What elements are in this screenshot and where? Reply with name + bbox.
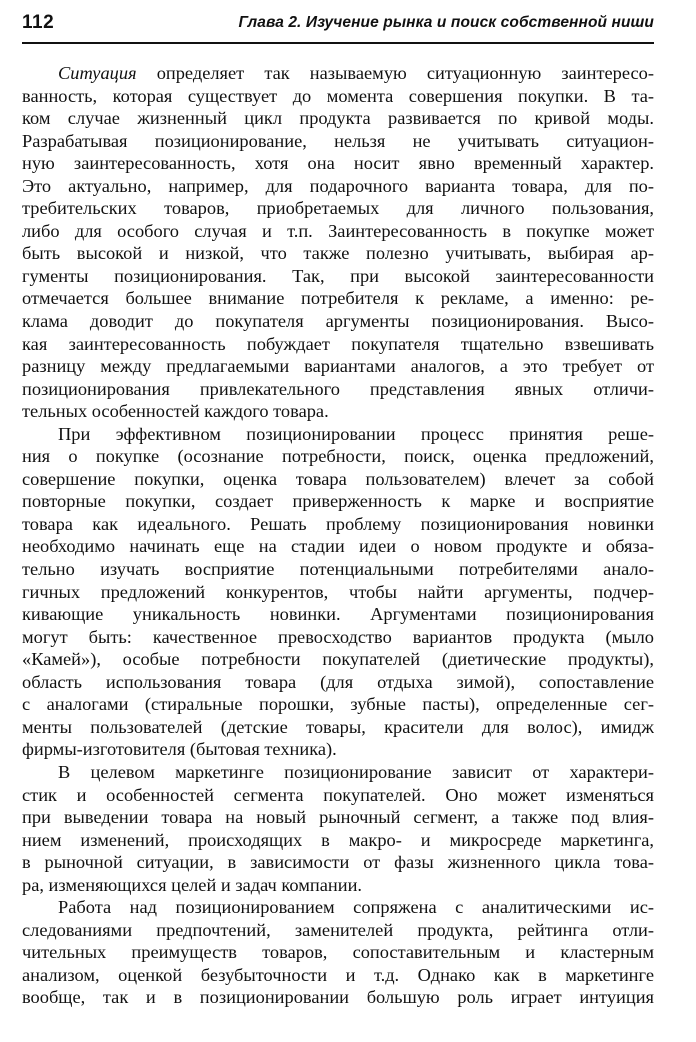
line-text: могут быть: качественное превосходство вариантов продукта (мыло [22, 626, 654, 647]
text-line [22, 829, 654, 852]
text-line [22, 152, 654, 175]
text-line [22, 355, 654, 378]
text-line [22, 287, 654, 310]
text-line [22, 220, 654, 243]
running-head [22, 10, 654, 44]
text-line [22, 806, 654, 829]
text-line [22, 941, 654, 964]
text-line [22, 242, 654, 265]
line-text: Работа над позиционированием сопряжена с аналитическими ис- [58, 897, 654, 918]
line-text: менты пользователей (детские товары, красители для волос), имидж [22, 716, 654, 737]
text-line [22, 197, 654, 220]
line-text: При эффективном позиционировании процесс принятия реше- [58, 423, 654, 444]
line-text: тельных особенностей каждого товара. [22, 401, 329, 422]
line-text: анализом, оценкой безубыточности и т.д. Однако как в маркетинге [22, 964, 654, 985]
text-line [22, 445, 654, 468]
line-text: тельно изучать восприятие потенциальными потребителями анало- [22, 559, 654, 580]
text-line [22, 423, 654, 446]
lead-term: Ситуация [58, 63, 137, 83]
text-line [22, 85, 654, 108]
line-text: нием изменений, происходящих в макро- и микросреде маркетинга, [22, 829, 654, 850]
text-line [22, 130, 654, 153]
line-text: Разрабатывая позиционирование, нельзя не учитывать ситуацион- [22, 130, 654, 151]
text-line [22, 62, 654, 85]
text-line [22, 175, 654, 198]
line-text: чительных преимуществ товаров, сопоставительным и кластерным [22, 942, 654, 963]
line-text: фирмы-изготовителя (бытовая техника). [22, 739, 337, 760]
line-text: ную заинтересованность, хотя она носит явно временный характер. [22, 153, 654, 174]
paragraph [22, 761, 654, 896]
text-line [22, 716, 654, 739]
line-text: гичных предложений конкурентов, чтобы найти аргументы, подчер- [22, 581, 654, 602]
line-text: требительских товаров, приобретаемых для личного пользования, [22, 198, 654, 219]
text-line [22, 513, 654, 536]
line-text: кая заинтересованность побуждает покупателя тщательно взвешивать [22, 333, 654, 354]
body-text [22, 62, 654, 1009]
line-text: Это актуально, например, для подарочного варианта товара, для по- [22, 175, 654, 196]
paragraph [22, 62, 654, 423]
line-text: ра, изменяющихся целей и задач компании. [22, 874, 363, 895]
line-text: отмечается большее внимание потребителя к рекламе, а именно: ре- [22, 288, 654, 309]
line-text: следованиями предпочтений, заменителей продукта, рейтинга отли- [22, 919, 654, 940]
line-text: повторные покупки, создает приверженность к марке и восприятие [22, 491, 654, 512]
text-line [22, 874, 654, 897]
line-text: стик и особенностей сегмента покупателей. Оно может изменяться [22, 784, 654, 805]
text-line [22, 490, 654, 513]
text-line [22, 581, 654, 604]
line-text: в рыночной ситуации, в зависимости от фазы жизненного цикла това- [22, 852, 654, 873]
line-text: область использования товара (для отдыха зимой), сопоставление [22, 671, 654, 692]
text-line [22, 648, 654, 671]
line-text: ния о покупке (осознание потребности, поиск, оценка предложений, [22, 446, 654, 467]
text-line [22, 468, 654, 491]
line-text: «Камей»), особые потребности покупателей (диетические продукты), [22, 649, 654, 670]
paragraph [22, 896, 654, 1009]
line-text: вообще, так и в позиционировании большую роль играет интуиция [22, 987, 654, 1008]
line-text: гументы позиционирования. Так, при высокой заинтересованности [22, 265, 654, 286]
text-line [22, 400, 654, 423]
line-text: быть высокой и низкой, что также полезно учитывать, выбирая ар- [22, 243, 654, 264]
text-line [22, 784, 654, 807]
line-text: либо для особого случая и т.п. Заинтересованность в покупке может [22, 220, 654, 241]
chapter-title: Глава 2. Изучение рынка и поиск собственной ниши [238, 14, 654, 31]
line-text: необходимо начинать еще на стадии идеи о новом продукте и обяза- [22, 536, 654, 557]
text-line [22, 626, 654, 649]
line-text: с аналогами (стиральные порошки, зубные пасты), определенные сег- [22, 694, 654, 715]
text-line [22, 558, 654, 581]
text-line [22, 896, 654, 919]
text-line [22, 738, 654, 761]
text-line [22, 964, 654, 987]
line-text: при выведении товара на новый рыночный сегмент, а также под влия- [22, 807, 654, 828]
page-number: 112 [22, 12, 55, 33]
line-text: совершение покупки, оценка товара пользователем) влечет за собой [22, 468, 654, 489]
line-text: ком случае жизненный цикл продукта развивается по кривой моды. [22, 108, 654, 129]
text-line [22, 986, 654, 1009]
line-text: клама доводит до покупателя аргументы позиционирования. Высо- [22, 311, 654, 332]
text-line [22, 378, 654, 401]
text-line [22, 535, 654, 558]
line-text: позиционирования привлекательного представления явных отличи- [22, 378, 654, 399]
text-line [22, 333, 654, 356]
text-line [22, 603, 654, 626]
text-line [22, 851, 654, 874]
text-line [22, 265, 654, 288]
text-line [22, 671, 654, 694]
line-text: товара как идеального. Решать проблему позиционирования новинки [22, 513, 654, 534]
line-text: разницу между предлагаемыми вариантами аналогов, а это требует от [22, 356, 654, 377]
line-text: В целевом маркетинге позиционирование зависит от характери- [58, 761, 654, 782]
line-text: определяет так называемую ситуационную заинтересо- [156, 63, 654, 83]
text-line [22, 919, 654, 942]
paragraph [22, 423, 654, 761]
line-text: кивающие уникальность новинки. Аргументами позиционирования [22, 604, 654, 625]
line-text: ванность, которая существует до момента совершения покупки. В та- [22, 85, 654, 106]
text-line [22, 761, 654, 784]
text-line [22, 107, 654, 130]
text-line [22, 310, 654, 333]
text-line [22, 693, 654, 716]
